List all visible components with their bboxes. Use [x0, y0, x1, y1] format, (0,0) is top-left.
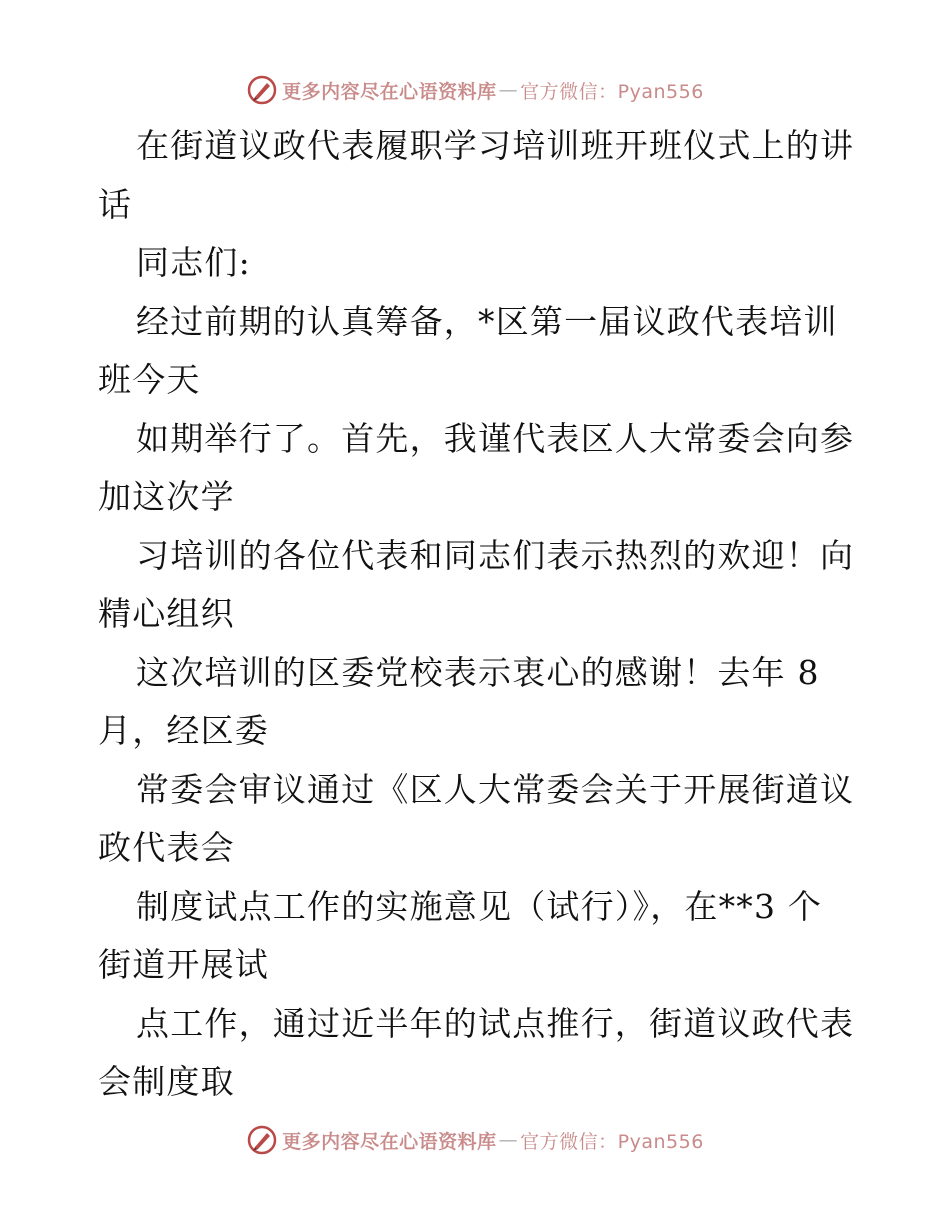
text-line: 常委会审议通过《区人大常委会关于开展街道议 — [136, 769, 855, 809]
text-line: 经过前期的认真筹备，*区第一届议政代表培训 — [136, 301, 838, 341]
text-line: 同志们: — [136, 243, 251, 282]
pen-logo-icon — [246, 74, 278, 106]
watermark-separator: — — [498, 79, 519, 101]
text-line: 月，经区委 — [98, 711, 269, 750]
header-watermark — [0, 70, 950, 110]
text-line: 点工作，通过近半年的试点推行，街道议政代表 — [136, 1003, 855, 1043]
text-line: 政代表会 — [98, 828, 235, 867]
text-line: 在街道议政代表履职学习培训班开班仪式上的讲 — [136, 126, 855, 165]
text-line: 会制度取 — [98, 1062, 235, 1101]
text-line: 习培训的各位代表和同志们表示热烈的欢迎！向 — [136, 535, 855, 575]
text-line: 精心组织 — [98, 594, 235, 633]
watermark-wechat-text: 官方微信：Pyan556 — [520, 1130, 704, 1153]
text-line: 加这次学 — [98, 477, 235, 516]
watermark-separator: — — [498, 1129, 519, 1151]
watermark-wechat-text: 官方微信：Pyan556 — [520, 80, 704, 103]
text-line: 街道开展试 — [98, 945, 269, 984]
text-line: 班今天 — [98, 360, 201, 399]
text-line: 制度试点工作的实施意见（试行）》，在**3 个 — [136, 886, 823, 926]
watermark-brand-text: 更多内容尽在心语资料库 — [282, 1130, 497, 1153]
footer-watermark — [0, 1120, 950, 1160]
text-line: 话 — [98, 184, 133, 224]
document-body — [98, 117, 858, 1112]
text-line: 如期举行了。首先，我谨代表区人大常委会向参 — [136, 418, 855, 458]
watermark-brand-text: 更多内容尽在心语资料库 — [282, 80, 497, 103]
text-line: 这次培训的区委党校表示衷心的感谢！去年 8 — [136, 652, 820, 692]
pen-logo-icon — [246, 1124, 278, 1156]
